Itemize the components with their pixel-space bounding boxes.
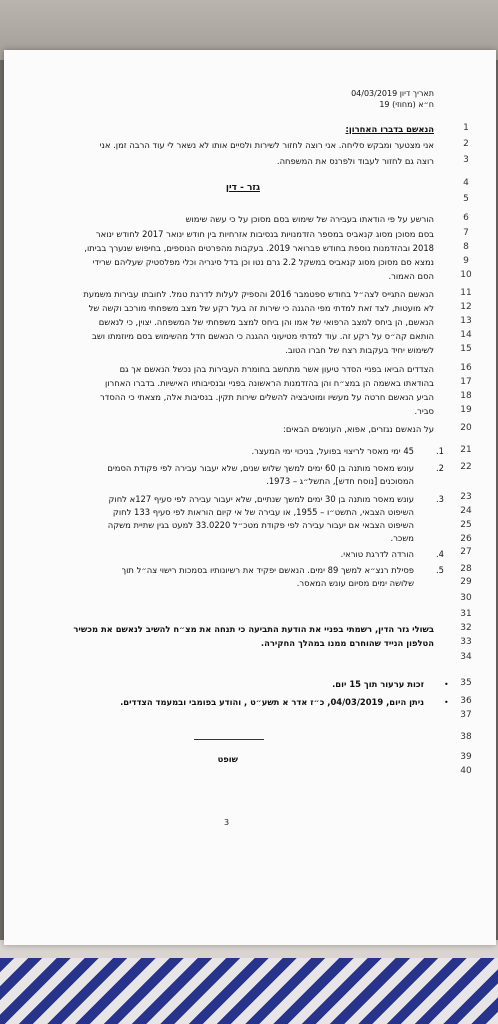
line-number: 20: [460, 423, 472, 433]
line-number: 3: [463, 155, 469, 165]
line-number: 37: [460, 710, 472, 720]
penalty-line: השיפוט הצבאי, התשט״ו – 1955, או עבירה של אי קיום הוראות לפי סעיף 133 לחוק: [112, 507, 414, 517]
line-number: 4: [463, 178, 469, 188]
penalty-number: 3.: [435, 494, 444, 504]
line-number: 9: [463, 256, 469, 266]
p1-line: הורשע על פי הודאתו בעבירה של שימוש בסם מסוכן על כי עשה שימוש: [185, 214, 434, 224]
p2-line: הותאם קה״ס על רקע זה. עוד למדתי מטיעוני ההגנה כי הנאשם חדל מהשימוש בסם מיוזמתו ושב: [92, 331, 434, 341]
signature-line: [194, 739, 264, 740]
line-number: 8: [463, 242, 469, 252]
p2-line: לשימוש יחיד בעקבות רצח של חברו הטוב.: [285, 345, 434, 355]
p3-line: בהודאתו באשמה הן במצ״ח והן בהזדמנות הראשונה בפניי ובנסיבותיו האישיות. בדברו האחרון: [104, 378, 434, 388]
line-number: 5: [463, 194, 469, 204]
penalty-line: המסוכנים [נוסח חדש], התשל״ג – 1973.: [266, 476, 414, 486]
case-number: ח״א (מחוזי) 19: [379, 100, 434, 109]
p3-line: סביר.: [414, 406, 434, 416]
background-fabric: [0, 958, 498, 1024]
penalty-number: 4.: [435, 549, 444, 559]
p1-line: נמצא סם מסוכן מסוג קנאביס במשקל 2.2 גרם נטו וכן בדל סיגריה וכלי מפלסטיק שעליהם שרידי: [92, 257, 434, 267]
penalty-line: 45 ימי מאסר לריצוי בפועל, בניכוי ימי המעצר.: [251, 446, 414, 456]
line-number: 30: [460, 593, 472, 603]
line-number: 33: [460, 637, 472, 647]
penalty-line: משכר.: [390, 533, 414, 543]
p1-line: 2018 ובהזדמנות נוספת בחודש פברואר 2019. בעקבות מהפרטים הנוספים, בחיפוש שנערך בביתו,: [84, 243, 434, 253]
line-number: 28: [460, 564, 472, 574]
line-number: 22: [460, 462, 472, 472]
line-number: 21: [460, 445, 472, 455]
line-number: 40: [460, 766, 472, 776]
penalty-number: 2.: [435, 463, 444, 473]
line-number: 34: [460, 652, 472, 662]
line-number: 17: [460, 377, 472, 387]
line-number: 35: [460, 678, 472, 688]
line-number: 1: [463, 123, 469, 133]
line-number: 36: [460, 696, 472, 706]
line-number: 26: [460, 534, 472, 544]
p3-line: הצדדים הביאו בפניי הסדר טיעון אשר מתחשב בחומרת העבירות בהן נכשל הנאשם אך גם: [119, 364, 434, 374]
line-number: 19: [460, 405, 472, 415]
closing-line: בשולי גזר הדין, רשמתי בפניי את הודעת התביעה כי תנחה את מצ״ח להשיב לנאשם את מכשיר: [73, 624, 434, 634]
last-word-heading: הנאשם בדברו האחרון:: [345, 124, 434, 134]
hearing-date: תאריך דיון 04/03/2019: [351, 89, 434, 98]
appeal-right: זכות ערעור תוך 15 יום.: [332, 679, 424, 689]
penalty-line: עונש מאסר מותנה בן 30 ימים למשך שנתיים, שלא יעבור עבירה לפי סעיף 127א לחוק: [108, 494, 414, 504]
penalty-line: הורדה לדרגת טוראי.: [340, 549, 414, 559]
verdict-title: גזר - דין: [225, 183, 260, 193]
last-word-line-2: רוצה גם לחזור לעבוד ולפרנס את המשפחה.: [276, 156, 434, 166]
p2-line: הנאשם, הן ביחס למצב הרפואי של אמו והן ביחס למצב משפחתי של המשפחה. יצוין, כי לנאשם: [98, 317, 434, 327]
line-number: 27: [460, 547, 472, 557]
page-number: 3: [224, 818, 230, 827]
line-number: 16: [460, 363, 472, 373]
p2-line: לא מועטות, לצד זאת למדתי מפי ההגנה כי שירות זה בעל רקע של מצב משפחתי מורכב וקשה של: [88, 303, 434, 313]
last-word-line-1: אני מצטער ומבקש סליחה. אני רוצה לחזור לשירות ולסיים אותו לא נשאר לי עוד הרבה זמן. אני: [99, 140, 434, 150]
penalties-intro: על הנאשם נגזרים, אפוא, העונשים הבאים:: [283, 424, 434, 434]
line-number: 24: [460, 506, 472, 516]
line-number: 38: [460, 732, 472, 742]
p1-line: הסם האמור.: [388, 271, 434, 281]
line-number: 2: [463, 139, 469, 149]
line-number: 23: [460, 492, 472, 502]
line-number: 6: [463, 213, 469, 223]
document-page: [4, 50, 496, 945]
line-number: 7: [463, 228, 469, 238]
penalty-number: 5.: [435, 565, 444, 575]
penalty-line: פסילת רנצ״א למשך 89 ימים. הנאשם יפקיד את רשיונותיו בסמכות רישוי צה״ל תוך: [121, 565, 414, 575]
line-number: 32: [460, 623, 472, 633]
penalty-line: שלושה ימים מסיום עונש המאסר.: [296, 578, 414, 588]
p1-line: בסם מסוכן מסוג קנאביס במספר הזדמנויות בנסיבות אזרחיות בין חודש ינואר 2017 לחודש ינואר: [95, 229, 434, 239]
line-number: 13: [460, 316, 472, 326]
line-number: 12: [460, 302, 472, 312]
line-number: 29: [460, 577, 472, 587]
line-number: 15: [460, 344, 472, 354]
bullet-dot: •: [444, 698, 449, 707]
p3-line: הביע הנאשם חרטה על מעשיו ומוטיבציה להשלים שירות תקין. בנסיבות אלה, מצאתי כי ההסדר: [100, 392, 434, 402]
judge-signature: שופט: [217, 754, 238, 764]
line-number: 31: [460, 609, 472, 619]
line-number: 39: [460, 752, 472, 762]
closing-line: הטלפון הנייד שהוחרם ממנו במהלך החקירה.: [260, 638, 434, 648]
penalty-line: עונש מאסר מותנה בן 60 ימים למשך שלוש שנים, שלא יעבור עבירה לפי פקודת הסמים: [107, 463, 414, 473]
p2-line: הנאשם התגייס לצה״ל בחודש ספטמבר 2016 והספיק לעלות לדרגת טמל. לחובתו עבירות משמעת: [83, 289, 434, 299]
line-number: 10: [460, 270, 472, 280]
penalty-number: 1.: [435, 446, 444, 456]
line-number: 11: [460, 288, 472, 298]
penalty-line: השיפוט הצבאי אם יעבור עבירה לפי פקודת מטכ״ל 33.0220 למעט בגין שתיית משקה: [107, 520, 414, 530]
given-today: ניתן היום, 04/03/2019, כ״ז אדר א תשע״ט , והודע בפומבי ובמעמד הצדדים.: [120, 697, 424, 707]
bullet-dot: •: [444, 680, 449, 689]
line-number: 18: [460, 391, 472, 401]
line-number: 14: [460, 330, 472, 340]
line-number: 25: [460, 520, 472, 530]
